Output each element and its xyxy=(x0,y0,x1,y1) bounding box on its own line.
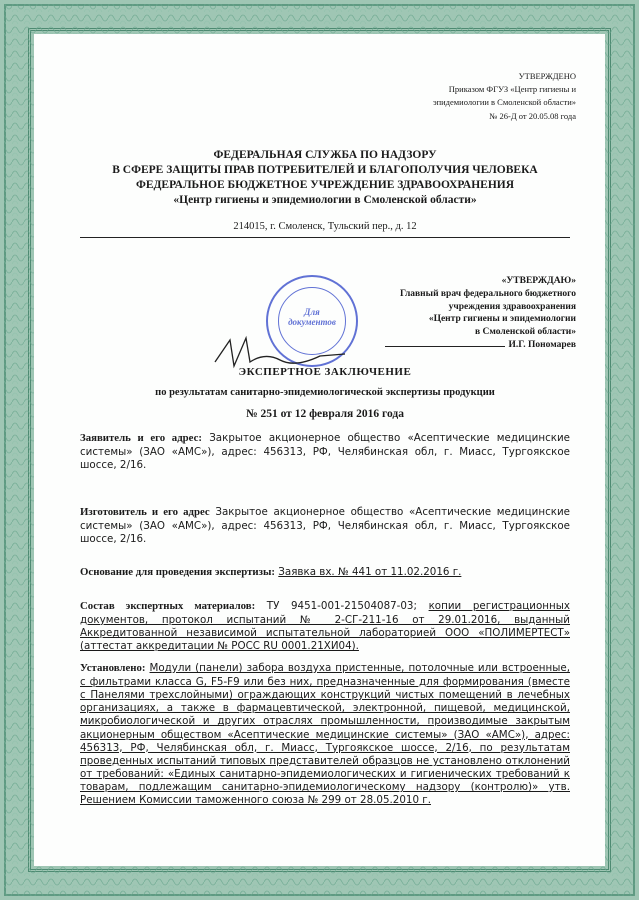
organization-address: 214015, г. Смоленск, Тульский пер., д. 12 xyxy=(80,220,570,238)
established-label: Установлено: xyxy=(80,662,146,674)
approve-line-5: в Смоленской области» xyxy=(475,327,576,338)
title-number-date: № 251 от 12 февраля 2016 года xyxy=(246,407,404,420)
applicant-label: Заявитель и его адрес: xyxy=(80,432,202,444)
approve-line-4: «Центр гигиены и эпидемиологии xyxy=(428,314,576,325)
document-title xyxy=(80,366,570,421)
manufacturer-paragraph xyxy=(80,506,570,546)
basis-text: Заявка вх. № 441 от 11.02.2016 г. xyxy=(278,566,462,578)
basis-label: Основание для проведения экспертизы: xyxy=(80,566,276,578)
materials-text: копии регистрационных документов, протокол испытаний № 2-СГ-211-16 от 29.01.2016, выданный Аккредитованной независимой испытательной лабораторией ООО «ПОЛИМЕРТЕСТ» (аттестат аккредитации № РОСС RU 0001.21ХИ04). xyxy=(80,600,570,653)
organization-header xyxy=(80,148,570,208)
materials-label: Состав экспертных материалов: xyxy=(80,600,256,612)
approve-line-3: учреждения здравоохранения xyxy=(448,301,576,312)
applicant-text: Закрытое акционерное общество «Асептические медицинские системы» (ЗАО «АМС»), адрес: 456313, РФ, Челябинская обл, г. Миасс, Тургоякское шоссе, 2/16. xyxy=(80,432,570,471)
header-line-1: ФЕДЕРАЛЬНАЯ СЛУЖБА ПО НАДЗОРУ xyxy=(213,149,437,161)
document-page xyxy=(80,70,576,850)
established-paragraph xyxy=(80,662,570,808)
approved-line-3: эпидемиологии в Смоленской области» xyxy=(432,97,576,108)
title-subtitle: по результатам санитарно-эпидемиологической экспертизы продукции xyxy=(155,386,495,398)
manufacturer-label: Изготовитель и его адрес xyxy=(80,506,210,518)
header-line-4: «Центр гигиены и эпидемиологии в Смоленской области» xyxy=(173,193,477,206)
manufacturer-text: Закрытое акционерное общество «Асептические медицинские системы» (ЗАО «АМС»), адрес: 456313, РФ, Челябинская обл, г. Миасс, Тургоякское шоссе, 2/16. xyxy=(80,506,571,545)
materials-paragraph xyxy=(80,600,570,653)
approved-line-2: Приказом ФГУЗ «Центр гигиены и xyxy=(448,84,576,95)
approver-name: И.Г. Пономарев xyxy=(508,340,576,351)
signature-line xyxy=(385,346,505,347)
established-text: Модули (панели) забора воздуха пристенные, потолочные или встроенные, с фильтрами класса G, F5-F9 или без них, предназначенные для формирования (вместе с Панелями трехслойными) ограждающих конструкций чистых помещений в лечебных организациях, а также в фармацевтической, электронной, пищевой, медицинской, микробиологической и других отраслях промышленности, производимые закрытым акционерным обществом «Асептические медицинские системы» (ЗАО «АМС»), адрес: 456313, РФ, Челябинская обл, г. Миасс, Тургоякское шоссе, 2/16, по результатам проведенных испытаний типовых представителей образцов не установлено отклонений от требований: «Единых санитарно-эпидемиологических и гигиенических требований к товарам, подлежащим санитарно-эпидемиологическому надзору (контролю)» утв. Решением Комиссии таможенного союза № 299 от 28.05.2010 г. xyxy=(80,662,570,807)
title-main: ЭКСПЕРТНОЕ ЗАКЛЮЧЕНИЕ xyxy=(238,366,412,378)
approved-line-4: № 26-Д от 20.05.08 года xyxy=(489,110,576,121)
stamp-line-1: Для xyxy=(304,307,320,317)
approved-order-note xyxy=(376,70,576,123)
applicant-paragraph xyxy=(80,432,570,472)
approve-line-2: Главный врач федерального бюджетного xyxy=(400,288,576,299)
basis-paragraph xyxy=(80,566,570,580)
materials-spec: ТУ 9451-001-21504087-03; xyxy=(266,600,417,612)
header-line-2: В СФЕРЕ ЗАЩИТЫ ПРАВ ПОТРЕБИТЕЛЕЙ И БЛАГОПОЛУЧИЯ ЧЕЛОВЕКА xyxy=(112,163,538,176)
header-line-3: ФЕДЕРАЛЬНОЕ БЮДЖЕТНОЕ УЧРЕЖДЕНИЕ ЗДРАВООХРАНЕНИЯ xyxy=(135,178,515,191)
approval-block xyxy=(361,275,576,352)
approve-heading: «УТВЕРЖДАЮ» xyxy=(501,276,576,286)
approved-label: УТВЕРЖДЕНО xyxy=(518,71,576,81)
stamp-line-2: документов xyxy=(288,317,336,328)
